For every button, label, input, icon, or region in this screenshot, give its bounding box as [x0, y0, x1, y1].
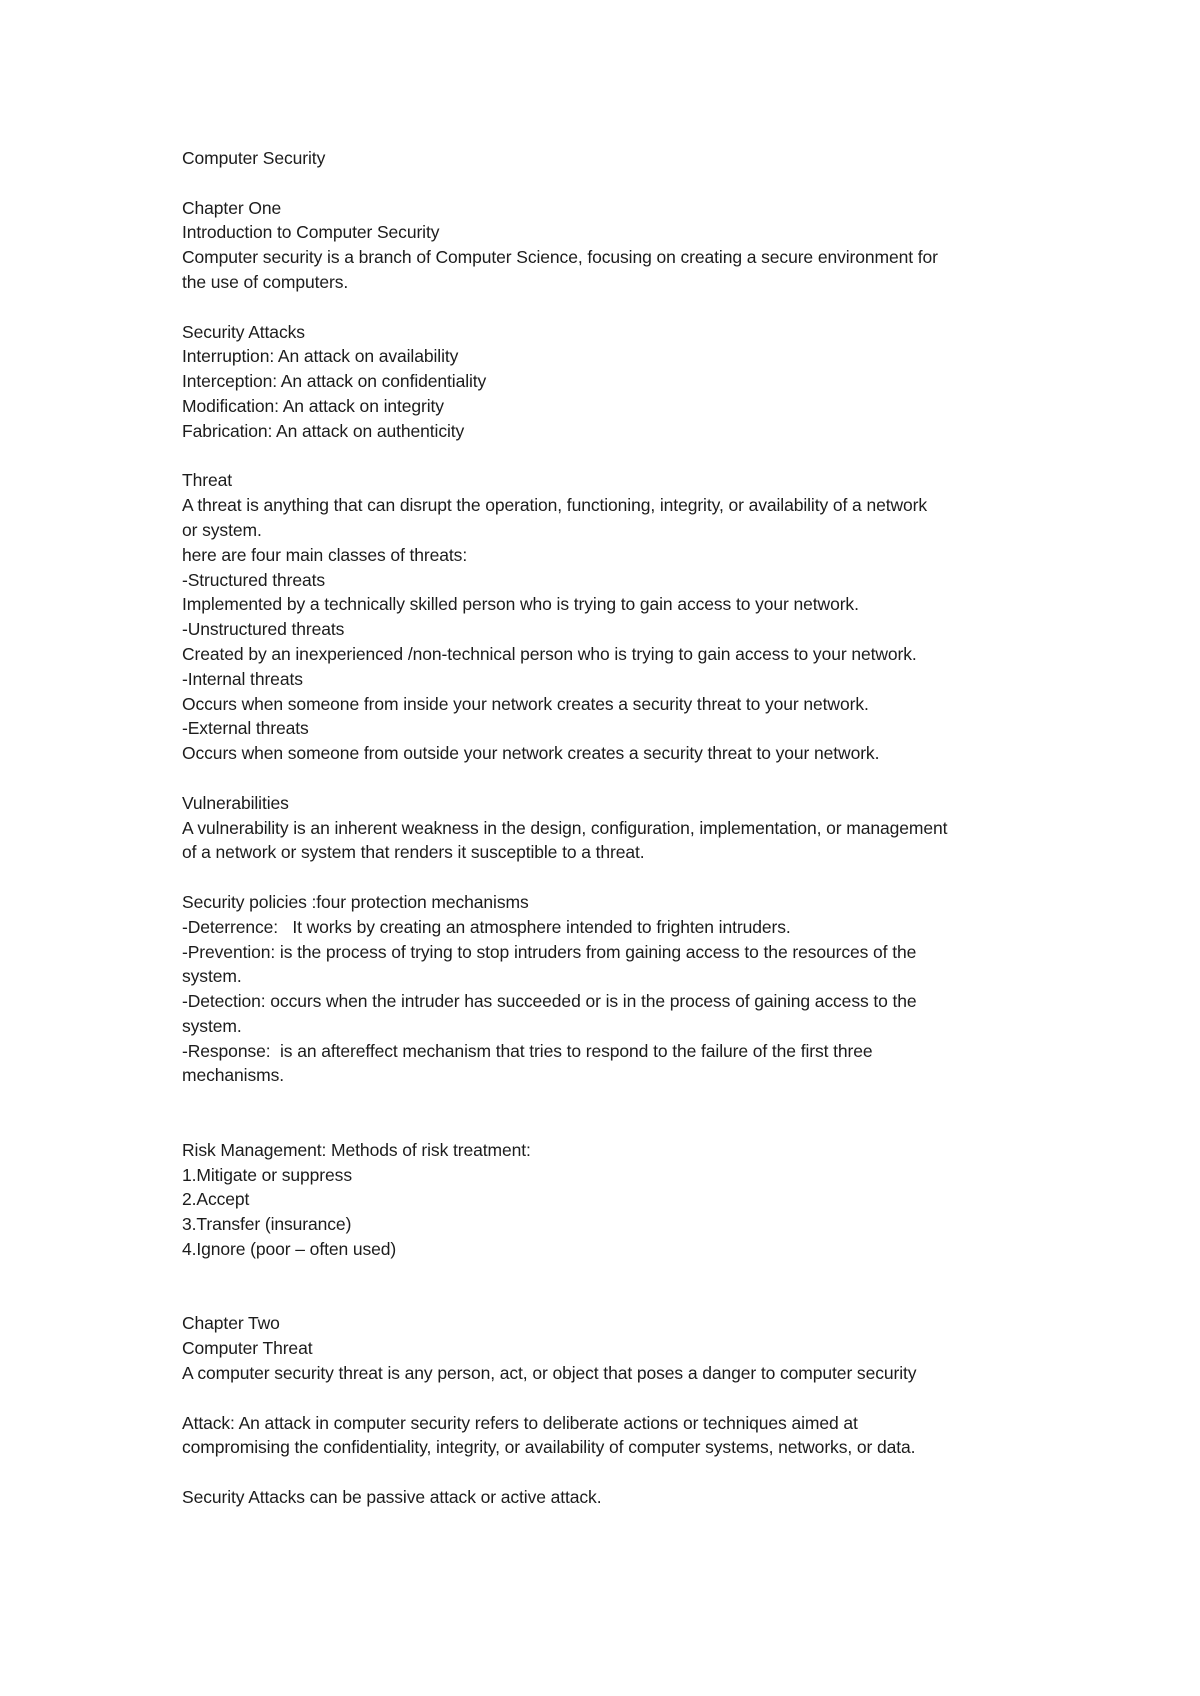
- text-line: -External threats: [182, 718, 309, 739]
- blank-line: [182, 766, 1032, 791]
- text-line: Vulnerabilities: [182, 792, 289, 813]
- blank-line: [182, 1460, 1032, 1485]
- document-body: [182, 146, 1032, 1510]
- blank-line: [182, 1386, 1032, 1411]
- blank-line: [182, 1113, 1032, 1138]
- text-line: Threat: [182, 470, 232, 491]
- blank-line: [182, 1088, 1032, 1113]
- text-line: Computer Security: [182, 148, 326, 168]
- text-line: -Detection: occurs when the intruder has succeeded or is in the process of gaining access to the: [182, 991, 917, 1012]
- text-line: Risk Management: Methods of risk treatment:: [182, 1139, 531, 1160]
- text-line: here are four main classes of threats:: [182, 544, 468, 565]
- text-line: system.: [182, 1015, 242, 1036]
- text-line: -Unstructured threats: [182, 619, 345, 640]
- text-line: Chapter Two: [182, 1313, 280, 1334]
- text-line: Security Attacks can be passive attack or active attack.: [182, 1487, 602, 1508]
- text-line: compromising the confidentiality, integrity, or availability of computer systems, networks, or data.: [182, 1437, 916, 1458]
- blank-line: [182, 444, 1032, 469]
- text-line: 4.Ignore (poor – often used): [182, 1239, 397, 1260]
- text-line: -Response: is an aftereffect mechanism that tries to respond to the failure of the first three: [182, 1040, 873, 1061]
- text-line: -Prevention: is the process of trying to stop intruders from gaining access to the resources of the: [182, 941, 917, 962]
- text-line: 2.Accept: [182, 1189, 250, 1210]
- text-line: or system.: [182, 519, 262, 540]
- text-line: Interception: An attack on confidentiality: [182, 371, 487, 392]
- text-line: Security policies :four protection mechanisms: [182, 891, 529, 912]
- text-line: mechanisms.: [182, 1065, 284, 1086]
- text-line: Occurs when someone from inside your network creates a security threat to your network.: [182, 693, 869, 714]
- text-line: of a network or system that renders it susceptible to a threat.: [182, 842, 645, 863]
- text-line: -Internal threats: [182, 668, 303, 689]
- text-line: A vulnerability is an inherent weakness in the design, configuration, implementation, or management: [182, 817, 948, 838]
- text-line: Created by an inexperienced /non-technical person who is trying to gain access to your network.: [182, 643, 917, 664]
- text-line: A computer security threat is any person, act, or object that poses a danger to computer security: [182, 1363, 917, 1384]
- text-line: Chapter One: [182, 197, 282, 218]
- text-line: 1.Mitigate or suppress: [182, 1164, 352, 1185]
- text-line: Attack: An attack in computer security refers to deliberate actions or techniques aimed at: [182, 1412, 858, 1433]
- blank-line: [182, 171, 1032, 196]
- text-line: Security Attacks: [182, 321, 305, 342]
- text-line: Computer Threat: [182, 1338, 313, 1359]
- text-line: Implemented by a technically skilled person who is trying to gain access to your network.: [182, 594, 859, 615]
- text-line: system.: [182, 966, 242, 987]
- text-line: -Deterrence: It works by creating an atmosphere intended to frighten intruders.: [182, 916, 791, 937]
- text-line: Computer security is a branch of Computer Science, focusing on creating a secure environment for: [182, 247, 938, 268]
- text-line: Modification: An attack on integrity: [182, 395, 444, 416]
- blank-line: [182, 1262, 1032, 1287]
- text-line: Introduction to Computer Security: [182, 222, 440, 243]
- blank-line: [182, 1287, 1032, 1312]
- blank-line: [182, 865, 1032, 890]
- text-line: the use of computers.: [182, 271, 349, 292]
- text-line: Occurs when someone from outside your network creates a security threat to your network.: [182, 743, 880, 764]
- text-line: -Structured threats: [182, 569, 326, 590]
- text-line: A threat is anything that can disrupt the operation, functioning, integrity, or availability of a network: [182, 495, 928, 516]
- text-line: 3.Transfer (insurance): [182, 1214, 352, 1235]
- text-line: Fabrication: An attack on authenticity: [182, 420, 465, 441]
- blank-line: [182, 295, 1032, 320]
- text-line: Interruption: An attack on availability: [182, 346, 459, 367]
